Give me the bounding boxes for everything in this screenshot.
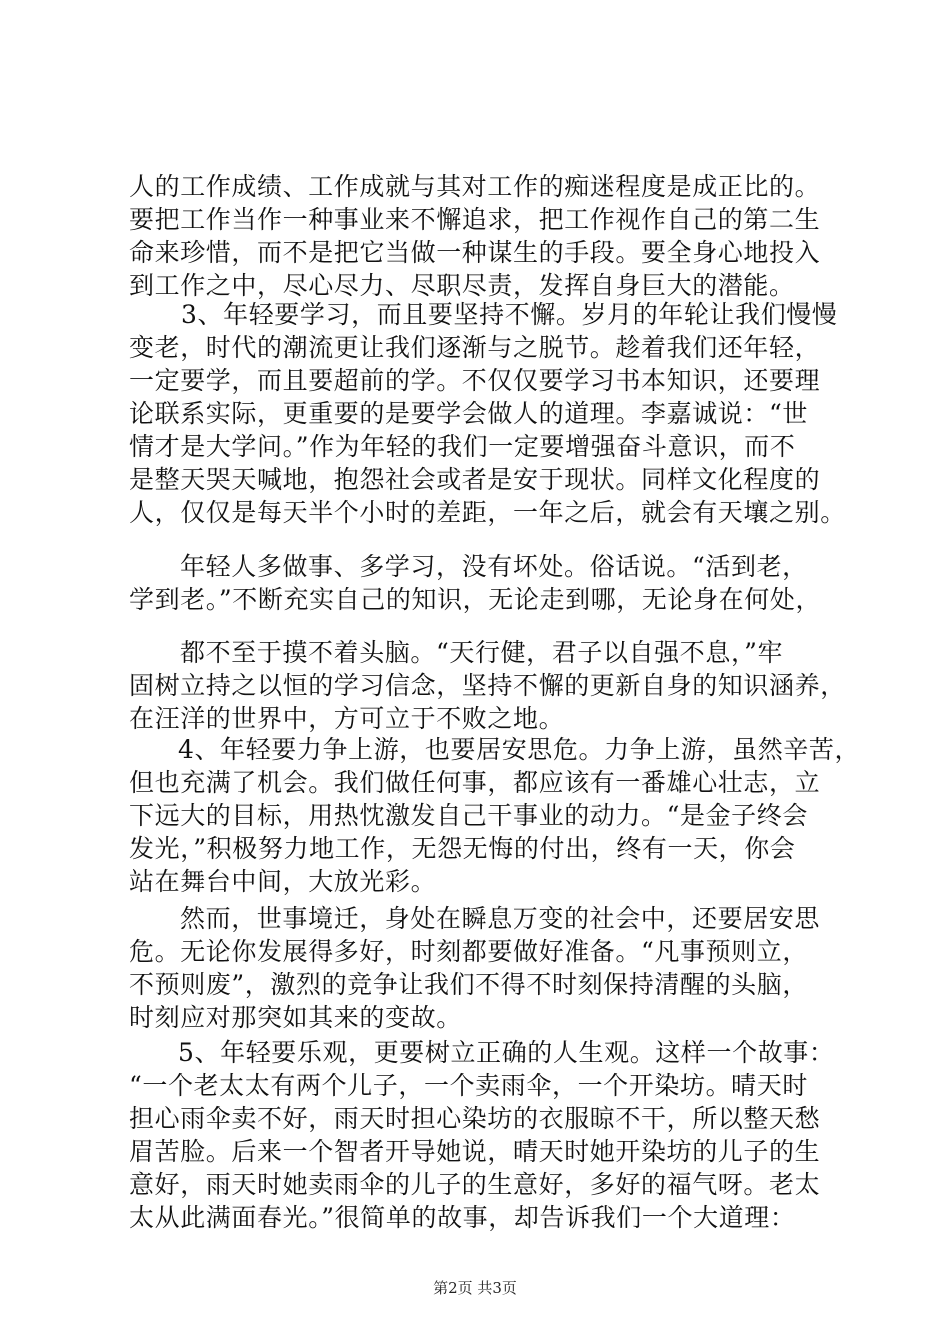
body-text-line: “一个老太太有两个儿子，一个卖雨伞，一个开染坊。晴天时 xyxy=(129,1071,808,1100)
body-text-line: 要把工作当作一种事业来不懈追求，把工作视作自己的第二生 xyxy=(129,205,821,234)
body-text-line: 发光，”积极努力地工作，无怨无悔的付出，终有一天，你会 xyxy=(129,834,796,863)
body-text-line: 意好，雨天时她卖雨伞的儿子的生意好，多好的福气呀。老太 xyxy=(129,1170,821,1199)
body-text-line: 但也充满了机会。我们做任何事，都应该有一番雄心壮志，立 xyxy=(129,768,821,797)
section-3-heading-line: 3、年轻要学习，而且要坚持不懈。岁月的年轮让我们慢慢 xyxy=(181,300,838,329)
body-text-line: 眉苦脸。后来一个智者开导她说，晴天时她开染坊的儿子的生 xyxy=(129,1137,821,1166)
body-text-line: 时刻应对那突如其来的变故。 xyxy=(129,1003,462,1032)
body-text-line: 在汪洋的世界中，方可立于不败之地。 xyxy=(129,704,565,733)
section-5-heading-line: 5、年轻要乐观，更要树立正确的人生观。这样一个故事： xyxy=(178,1038,835,1067)
body-text-line: 情才是大学问。”作为年轻的我们一定要增强奋斗意识，而不 xyxy=(129,432,796,461)
body-text-line: 变老，时代的潮流更让我们逐渐与之脱节。趁着我们还年轻， xyxy=(129,333,821,362)
body-text-line: 命来珍惜，而不是把它当做一种谋生的手段。要全身心地投入 xyxy=(129,238,821,267)
body-text-line: 论联系实际，更重要的是要学会做人的道理。李嘉诚说：“世 xyxy=(129,399,808,428)
body-text-line: 是整天哭天喊地，抱怨社会或者是安于现状。同样文化程度的 xyxy=(129,465,821,494)
section-4-heading-line: 4、年轻要力争上游，也要居安思危。力争上游，虽然辛苦， xyxy=(178,735,861,764)
paragraph-start-line: 年轻人多做事、多学习，没有坏处。俗话说。“活到老， xyxy=(180,552,808,581)
body-text-line: 危。无论你发展得多好，时刻都要做好准备。“凡事预则立， xyxy=(129,937,808,966)
body-text-line: 人的工作成绩、工作成就与其对工作的痴迷程度是成正比的。 xyxy=(129,172,821,201)
body-text-line: 站在舞台中间，大放光彩。 xyxy=(129,867,437,896)
page-number-footer: 第2页 共3页 xyxy=(433,1279,517,1297)
body-text-line: 下远大的目标，用热忱激发自己干事业的动力。“是金子终会 xyxy=(129,801,808,830)
paragraph-start-line: 然而，世事境迁，身处在瞬息万变的社会中，还要居安思 xyxy=(180,904,821,933)
body-text-line: 固树立持之以恒的学习信念，坚持不懈的更新自身的知识涵养， xyxy=(129,671,846,700)
body-text-line: 到工作之中，尽心尽力、尽职尽责，发挥自身巨大的潜能。 xyxy=(129,271,795,300)
body-text-line: 太从此满面春光。”很简单的故事，却告诉我们一个大道理： xyxy=(129,1203,796,1232)
body-text-line: 不预则废”，激烈的竞争让我们不得不时刻保持清醒的头脑， xyxy=(129,970,808,999)
paragraph-start-line: 都不至于摸不着头脑。“天行健，君子以自强不息，”牢 xyxy=(180,638,784,667)
body-text-line: 人，仅仅是每天半个小时的差距，一年之后，就会有天壤之别。 xyxy=(129,498,846,527)
body-text-line: 学到老。”不断充实自己的知识，无论走到哪，无论身在何处， xyxy=(129,585,822,614)
body-text-line: 一定要学，而且要超前的学。不仅仅要学习书本知识，还要理 xyxy=(129,366,821,395)
body-text-line: 担心雨伞卖不好，雨天时担心染坊的衣服晾不干，所以整天愁 xyxy=(129,1104,821,1133)
